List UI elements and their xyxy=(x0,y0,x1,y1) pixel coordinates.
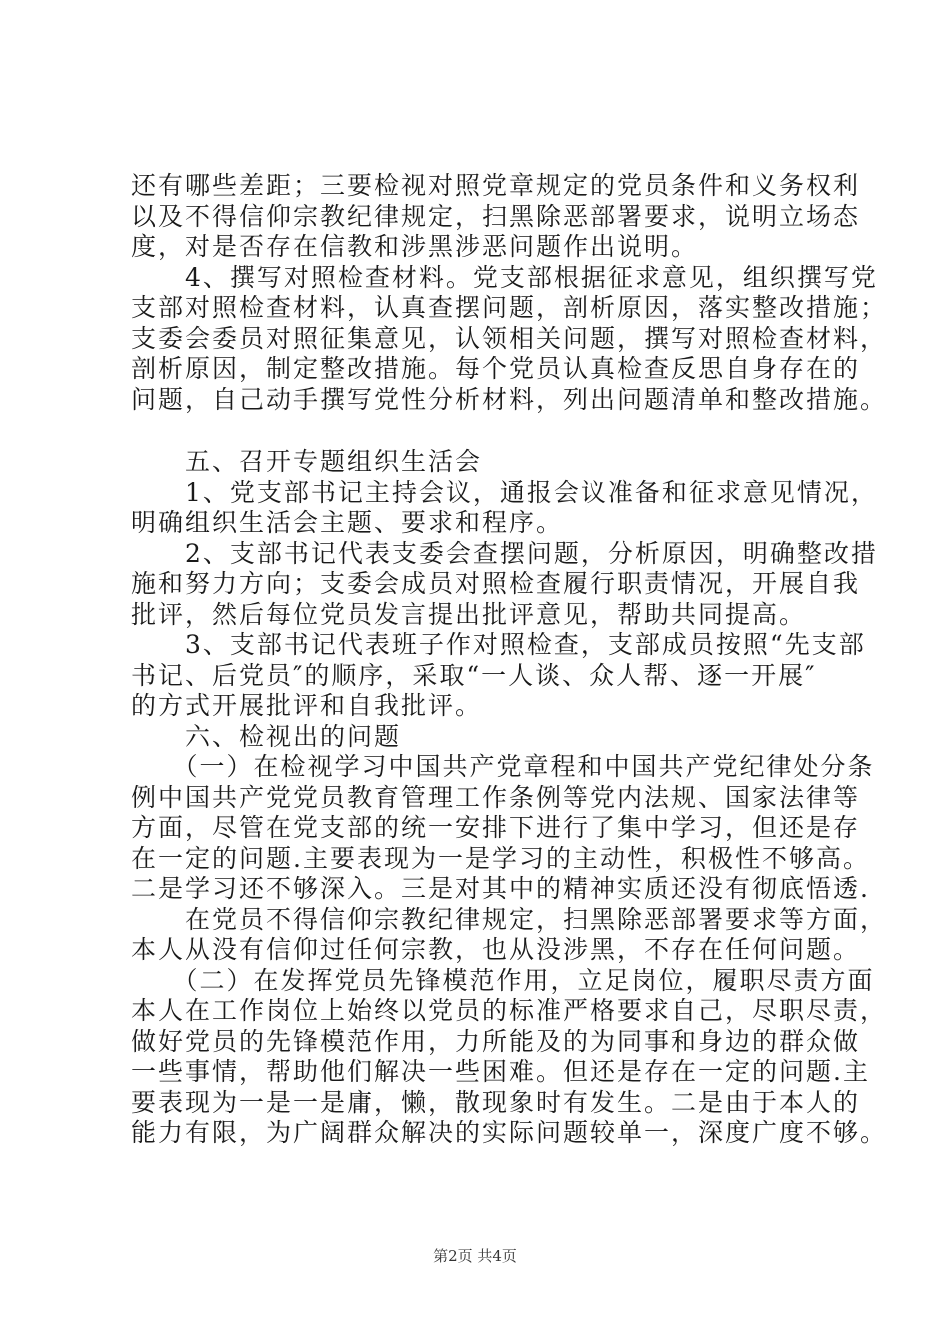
text-line: 剖析原因，制定整改措施。每个党员认真检查反思自身存在的 xyxy=(131,354,861,383)
text-line: 3、支部书记代表班子作对照检查，支部成员按照“先支部 xyxy=(131,630,866,659)
section-heading: 六、检视出的问题 xyxy=(131,721,402,751)
text-line: 在党员不得信仰宗教纪律规定，扫黑除恶部署要求等方面， xyxy=(131,904,888,934)
section-heading: 五、召开专题组织生活会 xyxy=(131,447,483,476)
text-line: 批评，然后每位党员发言提出批评意见，帮助共同提高。 xyxy=(131,599,807,629)
text-line: 一些事情，帮助他们解决一些困难。但还是存在一定的问题.主 xyxy=(131,1057,870,1086)
paragraph-gap xyxy=(131,415,831,447)
text-line: 要表现为一是一是庸，懒，散现象时有发生。二是由于本人的 xyxy=(131,1087,861,1117)
text-line: 2、支部书记代表支委会查摆问题，分析原因，明确整改措 xyxy=(131,538,878,568)
text-line: 支部对照检查材料，认真查摆问题，剖析原因，落实整改措施； xyxy=(131,293,888,322)
text-line: 1、党支部书记主持会议，通报会议准备和征求意见情况， xyxy=(131,477,878,507)
text-line: 本人在工作岗位上始终以党员的标准严格要求自己，尽职尽责， xyxy=(131,996,888,1025)
text-line: 明确组织生活会主题、要求和程序。 xyxy=(131,508,564,537)
text-line: 的方式开展批评和自我批评。 xyxy=(131,691,483,720)
body-text xyxy=(131,171,888,1149)
text-line: 方面，尽管在党支部的统一安排下进行了集中学习，但还是存 xyxy=(131,813,861,842)
text-line: 在一定的问题.主要表现为一是学习的主动性，积极性不够高。 xyxy=(131,843,870,873)
text-line: （二）在发挥党员先锋模范作用，立足岗位，履职尽责方面 xyxy=(131,965,875,995)
text-line: 支委会委员对照征集意见，认领相关问题，撰写对照检查材料， xyxy=(131,323,888,353)
text-line: （一）在检视学习中国共产党章程和中国共产党纪律处分条 xyxy=(131,752,875,781)
text-line: 问题，自己动手撰写党性分析材料，列出问题清单和整改措施。 xyxy=(131,384,888,414)
text-line: 以及不得信仰宗教纪律规定，扫黑除恶部署要求，说明立场态 xyxy=(131,201,861,231)
text-line: 能力有限，为广阔群众解决的实际问题较单一，深度广度不够。 xyxy=(131,1118,888,1147)
text-line: 做好党员的先锋模范作用，力所能及的为同事和身边的群众做 xyxy=(131,1026,861,1056)
text-line: 例中国共产党党员教育管理工作条例等党内法规、国家法律等 xyxy=(131,782,861,812)
text-line: 本人从没有信仰过任何宗教，也从没涉黑，不存在任何问题。 xyxy=(131,935,861,964)
text-line: 书记、后党员″的顺序，采取“一人谈、众人帮、逐一开展″ xyxy=(131,660,817,690)
text-line: 度，对是否存在信教和涉黑涉恶问题作出说明。 xyxy=(131,232,699,261)
text-line: 二是学习还不够深入。三是对其中的精神实质还没有彻底悟透. xyxy=(131,874,870,903)
text-line: 4、撰写对照检查材料。党支部根据征求意见，组织撰写党 xyxy=(131,262,878,292)
page-number-footer: 第2页 共4页 xyxy=(433,1247,517,1265)
text-line: 施和努力方向；支委会成员对照检查履行职责情况，开展自我 xyxy=(131,569,861,598)
text-line: 还有哪些差距；三要检视对照党章规定的党员条件和义务权利 xyxy=(131,171,861,200)
